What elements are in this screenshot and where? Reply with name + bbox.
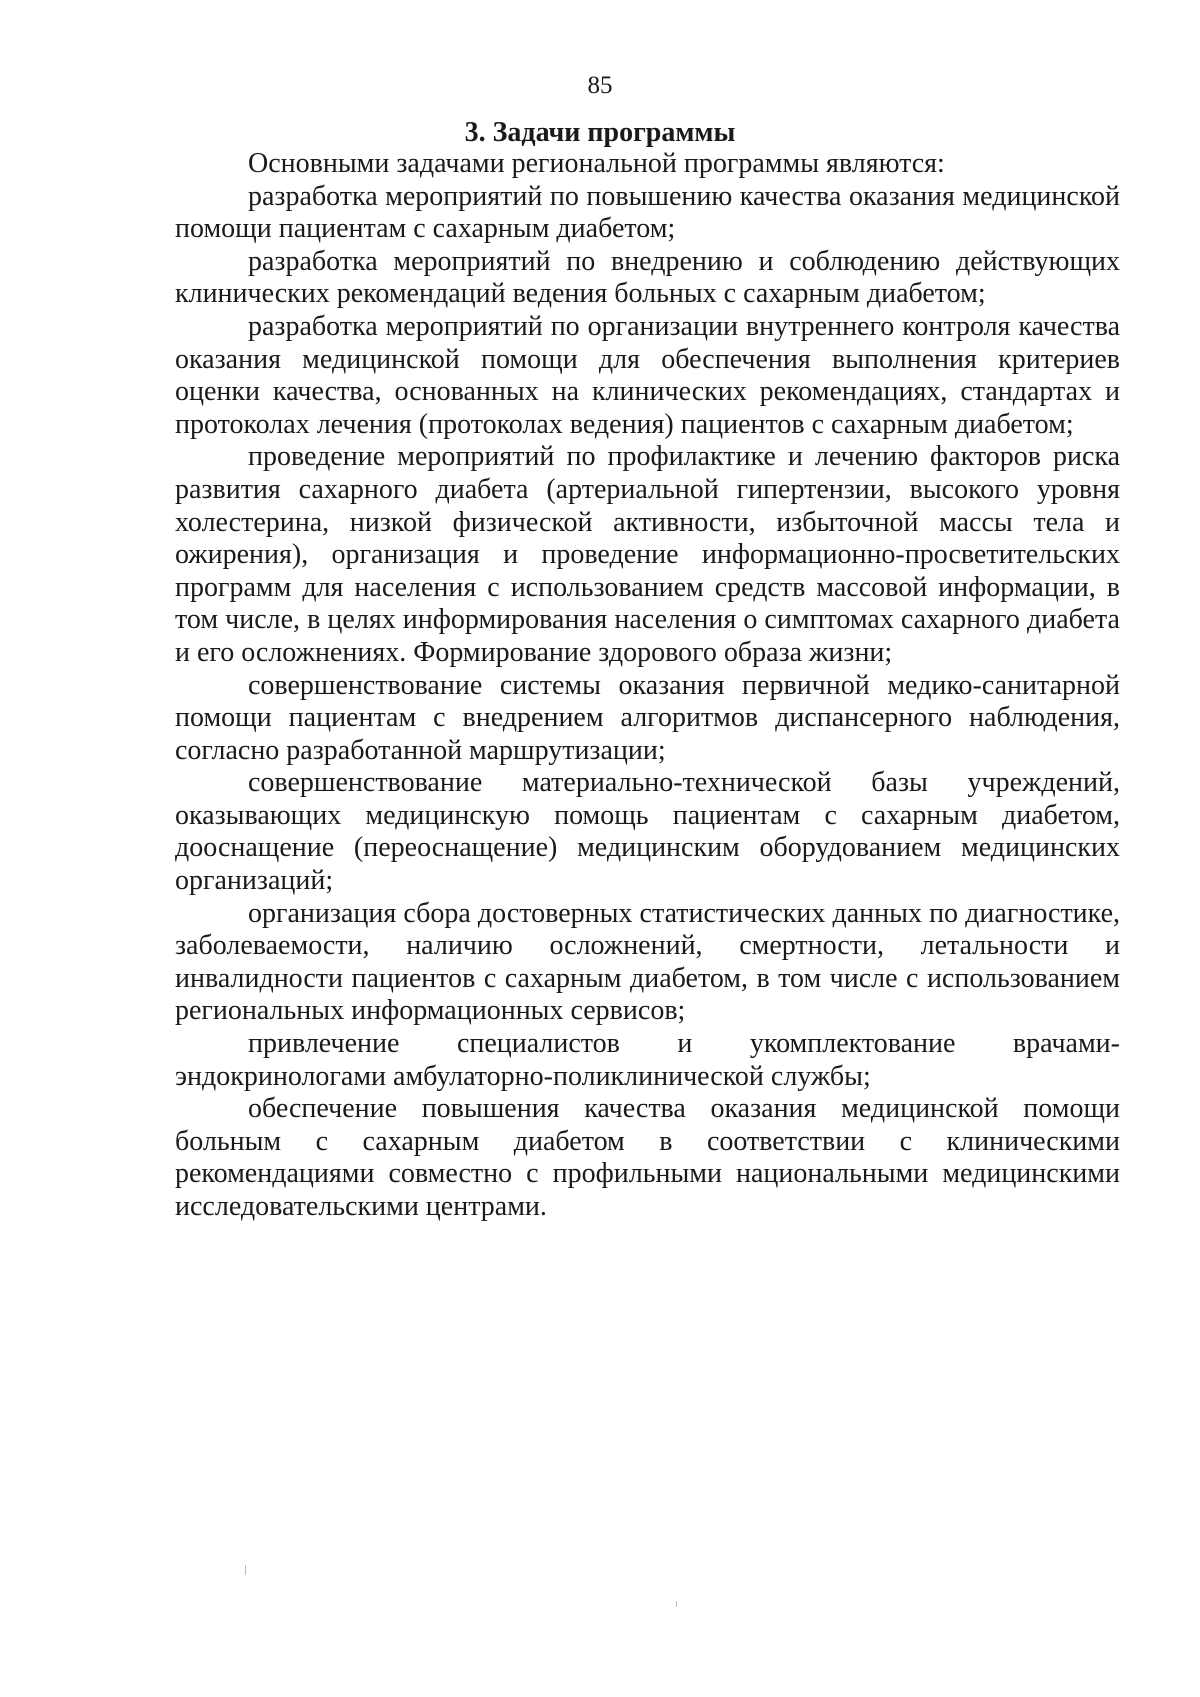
- task-item: привлечение специалистов и укомплектование врачами-эндокринологами амбулаторно-поликлинической службы;: [175, 1028, 1120, 1092]
- task-item: организация сбора достоверных статистических данных по диагностике, заболеваемости, наличию осложнений, смертности, летальности и инвалидности пациентов с сахарным диабетом, в том числе с использованием региональных информационных сервисов;: [175, 897, 1120, 1027]
- scan-artifact: [676, 1601, 677, 1607]
- task-item: проведение мероприятий по профилактике и лечению факторов риска развития сахарного диабета (артериальной гипертензии, высокого уровня холестерина, низкой физической активности, избыточной массы тела и ожирения), организация и проведение информационно-просветительских программ для населения с использованием средств массовой информации, в том числе, в целях информирования населения о симптомах сахарного диабета и его осложнениях. Формирование здорового образа жизни;: [175, 441, 1120, 668]
- task-item: разработка мероприятий по повышению качества оказания медицинской помощи пациентам с сахарным диабетом;: [175, 180, 1120, 245]
- task-item: совершенствование материально-технической базы учреждений, оказывающих медицинскую помощь пациентам с сахарным диабетом, дооснащение (переоснащение) медицинским оборудованием медицинских организаций;: [175, 767, 1120, 897]
- task-item: обеспечение повышения качества оказания медицинской помощи больным с сахарным диабетом в соответствии с клиническими рекомендациями совместно с профильными национальными медицинскими исследовательскими центрами.: [175, 1093, 1120, 1222]
- page-number: 85: [587, 72, 613, 99]
- task-item: разработка мероприятий по внедрению и соблюдению действующих клинических рекомендаций ведения больных с сахарным диабетом;: [175, 245, 1120, 310]
- intro-paragraph: Основными задачами региональной программы являются:: [248, 148, 945, 179]
- task-item: разработка мероприятий по организации внутреннего контроля качества оказания медицинской помощи для обеспечения выполнения критериев оценки качества, основанных на клинических рекомендациях, стандартах и протоколах лечения (протоколах ведения) пациентов с сахарным диабетом;: [175, 310, 1120, 440]
- body-text: [175, 148, 1120, 1224]
- task-item: совершенствование системы оказания первичной медико-санитарной помощи пациентам с внедрением алгоритмов диспансерного наблюдения, согласно разработанной маршрутизации;: [175, 669, 1120, 766]
- scan-artifact: [245, 1565, 246, 1575]
- section-title: 3. Задачи программы: [464, 117, 736, 148]
